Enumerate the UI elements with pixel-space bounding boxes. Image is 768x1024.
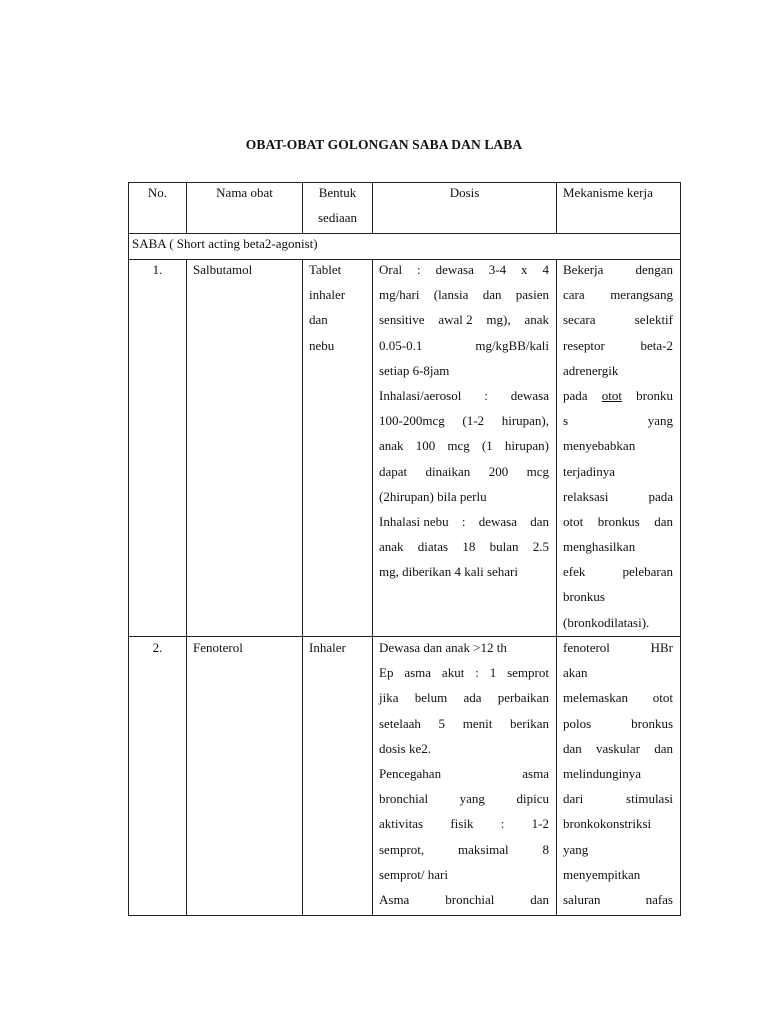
text-line [379, 282, 549, 307]
section-saba: SABA ( Short acting beta2-agonist) [132, 236, 318, 251]
word: 1 [489, 665, 497, 681]
word: Bekerja [563, 262, 604, 277]
word: Ep [379, 665, 394, 681]
word: semprot [507, 665, 549, 681]
word: 8 [542, 841, 549, 857]
word: secara [563, 312, 596, 328]
row-1-no: 1. [152, 262, 163, 277]
header-dosis: Dosis [449, 185, 480, 200]
word: 100 [415, 438, 436, 454]
word: (1 [481, 438, 493, 454]
word: otot [601, 387, 622, 403]
word: yang [647, 413, 673, 429]
word: dosis ke2. [379, 740, 431, 756]
text-line [563, 459, 673, 484]
word: dipicu [516, 791, 549, 807]
word: pasien [515, 287, 549, 303]
text-line [379, 862, 549, 887]
text-line [563, 383, 673, 408]
header-mekanisme: Mekanisme kerja [563, 185, 653, 200]
text-line [379, 257, 549, 282]
word: diatas [417, 539, 449, 555]
word: 3-4 [488, 262, 507, 277]
word: dewasa [478, 513, 517, 529]
word: menit [462, 715, 493, 731]
word: 2.5 [532, 539, 549, 555]
text-line [379, 660, 549, 685]
word: anak [379, 539, 404, 555]
word: saluran [563, 891, 601, 907]
word: : [417, 262, 421, 277]
text-line [379, 711, 549, 736]
text-line [379, 509, 549, 534]
text-line [563, 484, 673, 509]
word: menyempitkan [563, 866, 641, 882]
text-line [379, 459, 549, 484]
word: x [521, 262, 528, 277]
word: 200 [488, 463, 509, 479]
text-line [379, 534, 549, 559]
word: hirupan), [501, 413, 549, 429]
word: bronkokonstriksi [563, 816, 652, 832]
word: : [475, 665, 479, 681]
text-line [379, 383, 549, 408]
word: dewasa [510, 387, 549, 403]
word: dan [530, 891, 549, 907]
word: fisik [450, 816, 474, 832]
text-line [563, 837, 673, 862]
word: bronkus [631, 715, 673, 731]
word: melemaskan [563, 690, 628, 706]
text-line [563, 433, 673, 458]
header-no: No. [147, 185, 168, 200]
word: Inhalasi nebu [379, 513, 449, 529]
word: reseptor [563, 337, 605, 353]
text-line [379, 307, 549, 332]
word: dan [563, 740, 582, 756]
word: awal 2 [438, 312, 473, 328]
text-line [379, 635, 549, 660]
word: mg), [486, 312, 511, 328]
word: dewasa [435, 262, 474, 277]
word: pelebaran [622, 564, 673, 580]
word: yang [459, 791, 485, 807]
row-1-mekanisme [563, 257, 673, 635]
word: (1-2 [462, 413, 485, 429]
header-bentuk-sediaan: Bentuk sediaan [318, 185, 357, 226]
text-line [379, 761, 549, 786]
word: menyebabkan [563, 438, 636, 454]
text-line [379, 811, 549, 836]
row-1-bentuk: Tablet inhaler dan nebu [309, 262, 346, 353]
word: akan [563, 665, 588, 681]
word: mg/hari [379, 287, 420, 303]
text-line [563, 509, 673, 534]
word: s [563, 413, 569, 429]
word: mg, diberikan 4 kali sehari [379, 564, 518, 580]
word: (bronkodilatasi). [563, 614, 650, 630]
header-nama-obat: Nama obat [216, 185, 273, 200]
text-line [563, 761, 673, 786]
word: Inhalasi/aerosol [379, 387, 462, 403]
row-1-dosis [379, 257, 549, 584]
text-line [379, 837, 549, 862]
word: dinaikan [425, 463, 471, 479]
text-line [563, 408, 673, 433]
page-title: OBAT-OBAT GOLONGAN SABA DAN LABA [245, 137, 523, 152]
text-line [563, 811, 673, 836]
text-line [379, 333, 549, 358]
word: jika [379, 690, 399, 706]
text-line [563, 711, 673, 736]
word: bronku [636, 387, 673, 403]
word: dari [563, 791, 584, 807]
word: Pencegahan [379, 765, 442, 781]
word: setelaah [379, 715, 421, 731]
text-line [379, 484, 549, 509]
word: asma [404, 665, 432, 681]
word: 0.05-0.1 [379, 337, 423, 353]
text-line [379, 433, 549, 458]
word: beta-2 [640, 337, 673, 353]
word: otot [652, 690, 673, 706]
text-line [563, 282, 673, 307]
word: aktivitas [379, 816, 424, 832]
word: bronkus [563, 589, 605, 605]
text-line [379, 408, 549, 433]
word: semprot/ hari [379, 866, 448, 882]
text-line [563, 786, 673, 811]
word: dan [530, 513, 549, 529]
word: : [461, 513, 466, 529]
word: : [500, 816, 505, 832]
word: terjadinya [563, 463, 615, 479]
text-line [563, 635, 673, 660]
text-line [563, 333, 673, 358]
text-line [379, 358, 549, 383]
word: nafas [645, 891, 673, 907]
word: cara [563, 287, 585, 303]
word: mcg [526, 463, 549, 479]
word: stimulasi [626, 791, 673, 807]
word: 18 [462, 539, 476, 555]
word: anak [524, 312, 549, 328]
word: HBr [650, 640, 673, 655]
word: Asma [379, 891, 410, 907]
word: mcg [447, 438, 470, 454]
word: berikan [510, 715, 549, 731]
row-2-bentuk: Inhaler [309, 640, 346, 655]
text-line [563, 584, 673, 609]
word: menghasilkan [563, 539, 636, 555]
word: perbaikan [497, 690, 549, 706]
word: dan [482, 287, 502, 303]
word: bronchial [445, 891, 495, 907]
row-2-mekanisme [563, 635, 673, 912]
text-line [563, 610, 673, 635]
word: asma [522, 765, 549, 781]
word: 1-2 [531, 816, 549, 832]
word: mg/kgBB/kali [475, 337, 549, 353]
word: bronkus [597, 513, 640, 529]
row-2-dosis [379, 635, 549, 912]
word: yang [563, 841, 589, 857]
text-line [563, 862, 673, 887]
text-line [563, 736, 673, 761]
word: ada [463, 690, 482, 706]
text-line [563, 358, 673, 383]
row-2-nama: Fenoterol [193, 640, 243, 655]
text-line [379, 887, 549, 912]
row-1-nama: Salbutamol [193, 262, 253, 277]
text-line [563, 307, 673, 332]
word: dengan [635, 262, 673, 277]
word: anak [379, 438, 404, 454]
text-line [379, 685, 549, 710]
text-line [563, 685, 673, 710]
word: pada [563, 387, 588, 403]
word: adrenergik [563, 362, 619, 378]
text-line [379, 786, 549, 811]
row-2-no: 2. [152, 640, 163, 655]
word: belum [414, 690, 448, 706]
text-line [563, 660, 673, 685]
word: Dewasa dan anak >12 th [379, 640, 507, 655]
word: dan [654, 513, 673, 529]
text-line [563, 887, 673, 912]
word: maksimal [458, 841, 509, 857]
word: Oral [379, 262, 403, 277]
word: 100-200mcg [379, 413, 445, 429]
text-line [379, 559, 549, 584]
word: hirupan) [504, 438, 549, 454]
word: polos [563, 715, 592, 731]
word: : [484, 387, 488, 403]
word: bronchial [379, 791, 429, 807]
word: 5 [438, 715, 446, 731]
word: relaksasi [563, 488, 609, 504]
text-line [563, 559, 673, 584]
word: efek [563, 564, 586, 580]
word: setiap 6-8jam [379, 362, 450, 378]
word: sensitive [379, 312, 425, 328]
word: akut [441, 665, 465, 681]
text-line [563, 257, 673, 282]
word: merangsang [610, 287, 673, 303]
word: semprot, [379, 841, 425, 857]
word: pada [648, 488, 673, 504]
word: melindunginya [563, 765, 641, 781]
text-line [379, 736, 549, 761]
word: dan [654, 740, 673, 756]
word: 4 [542, 262, 549, 277]
word: otot [563, 513, 584, 529]
word: (lansia [433, 287, 469, 303]
word: selektif [634, 312, 673, 328]
word: fenoterol [563, 640, 610, 655]
word: bulan [489, 539, 519, 555]
word: dapat [379, 463, 408, 479]
word: (2hirupan) bila perlu [379, 488, 487, 504]
text-line [563, 534, 673, 559]
word: vaskular [595, 740, 641, 756]
